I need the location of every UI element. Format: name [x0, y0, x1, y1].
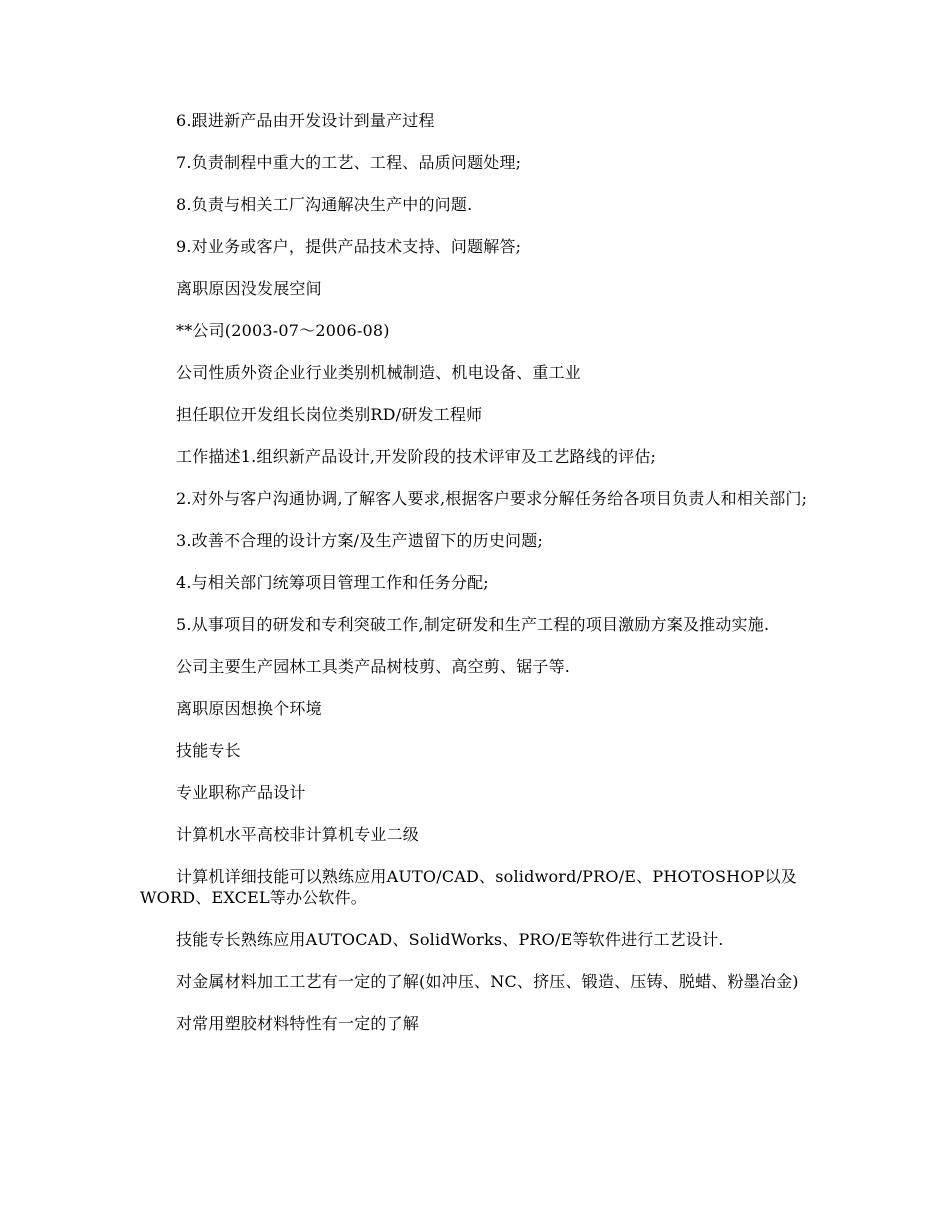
paragraph-job-description-1: 工作描述1.组织新产品设计,开发阶段的技术评审及工艺路线的评估; — [176, 447, 657, 466]
paragraph-computer-level: 计算机水平高校非计算机专业二级 — [176, 825, 420, 844]
paragraph-job-description-2: 2.对外与客户沟通协调,了解客人要求,根据客户要求分解任务给各项目负责人和相关部门; — [176, 489, 808, 508]
paragraph-job-description-4: 4.与相关部门统筹项目管理工作和任务分配; — [176, 573, 489, 592]
document-body — [140, 110, 812, 1055]
paragraph-company-type: 公司性质外资企业行业类别机械制造、机电设备、重工业 — [176, 363, 582, 382]
paragraph-job-description-3: 3.改善不合理的设计方案/及生产遗留下的历史问题; — [176, 531, 544, 550]
paragraph-skill-plastic: 对常用塑胶材料特性有一定的了解 — [176, 1014, 420, 1033]
paragraph-job-description-5: 5.从事项目的研发和专利突破工作,制定研发和生产工程的项目激励方案及推动实施. — [176, 615, 770, 634]
paragraph-computer-skills: 计算机详细技能可以熟练应用AUTO/CAD、solidword/PRO/E、PHOTOSHOP以及WORD、EXCEL等办公软件。 — [140, 867, 797, 907]
paragraph-item-8: 8.负责与相关工厂沟通解决生产中的问题. — [176, 195, 473, 214]
paragraph-skill-metal: 对金属材料加工工艺有一定的了解(如冲压、NC、挤压、锻造、压铸、脱蜡、粉墨冶金) — [176, 972, 799, 991]
paragraph-skills-heading: 技能专长 — [176, 741, 241, 760]
paragraph-leave-reason-1: 离职原因没发展空间 — [176, 279, 322, 298]
paragraph-item-6: 6.跟进新产品由开发设计到量产过程 — [176, 111, 435, 130]
paragraph-skill-software: 技能专长熟练应用AUTOCAD、SolidWorks、PRO/E等软件进行工艺设计. — [176, 930, 724, 949]
paragraph-item-9: 9.对业务或客户，提供产品技术支持、问题解答; — [176, 237, 522, 256]
paragraph-leave-reason-2: 离职原因想换个环境 — [176, 699, 322, 718]
paragraph-company-heading: **公司(2003-07～2006-08) — [176, 321, 390, 340]
paragraph-position: 担任职位开发组长岗位类别RD/研发工程师 — [176, 405, 483, 424]
paragraph-company-products: 公司主要生产园林工具类产品树枝剪、高空剪、锯子等. — [176, 657, 571, 676]
paragraph-item-7: 7.负责制程中重大的工艺、工程、品质问题处理; — [176, 153, 522, 172]
paragraph-professional-title: 专业职称产品设计 — [176, 783, 306, 802]
